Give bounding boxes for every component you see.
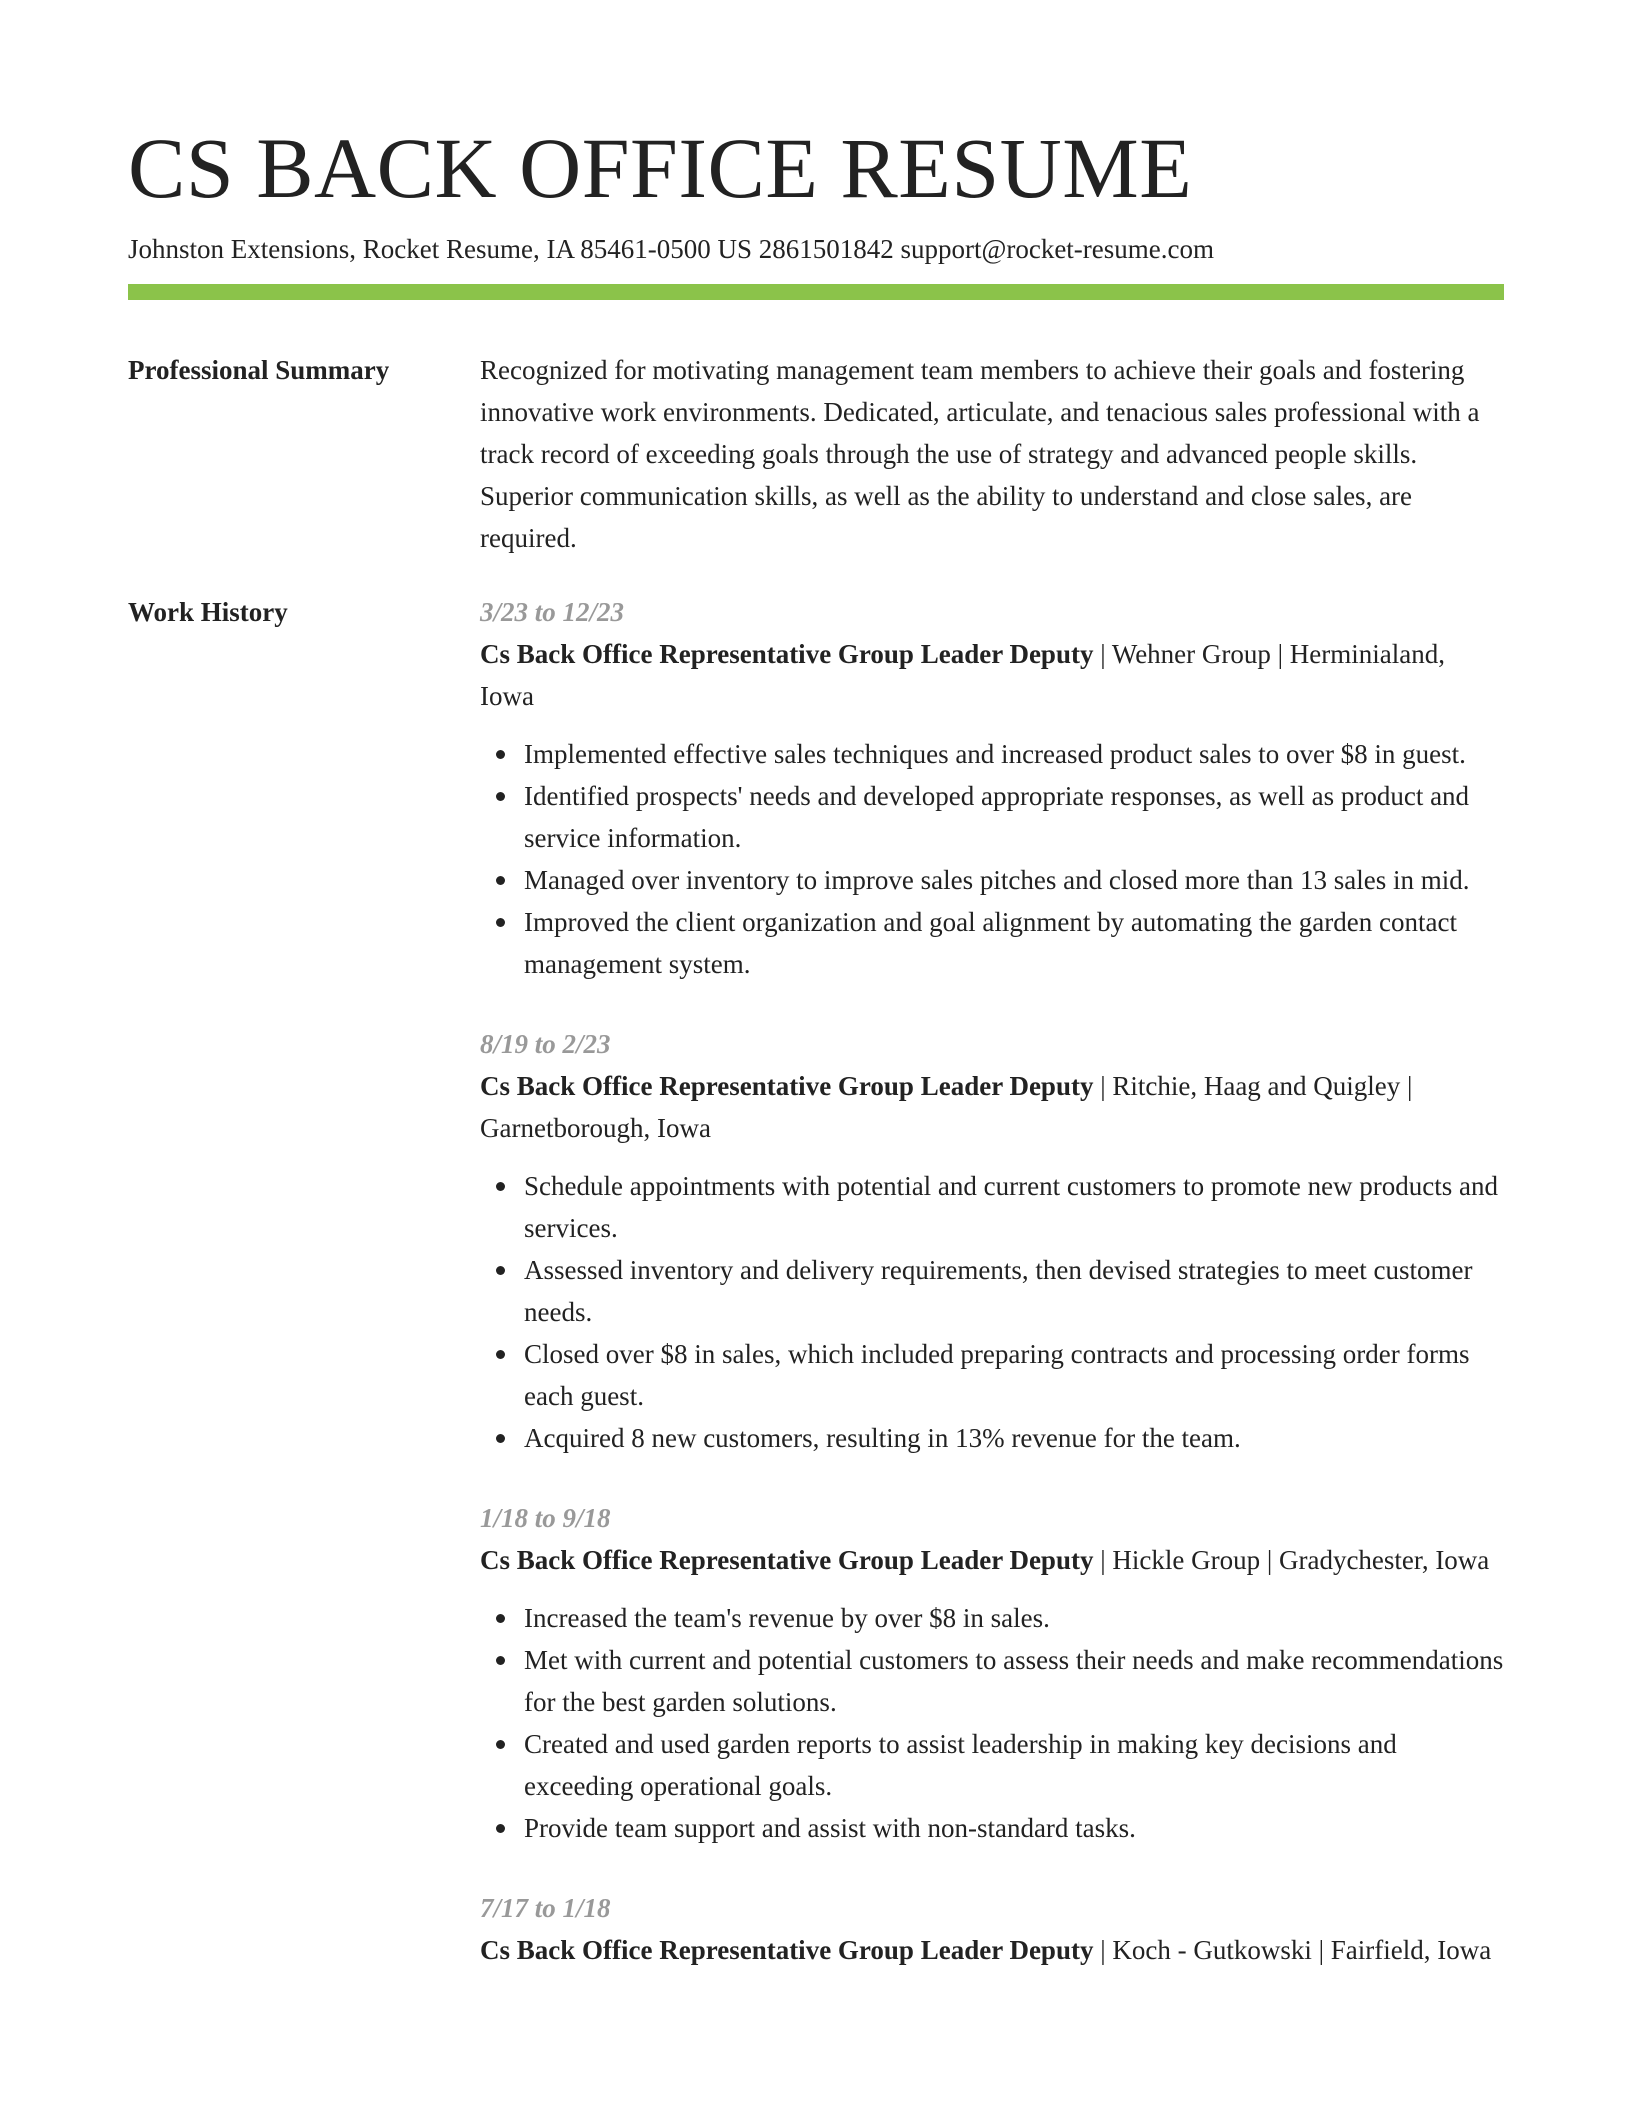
- job-dates: 8/19 to 2/23: [480, 1029, 611, 1059]
- header-divider: [128, 284, 1504, 300]
- job-bullet: Provide team support and assist with non-standard tasks.: [524, 1807, 1504, 1849]
- job-heading: [480, 1929, 1504, 1971]
- work-history-list: [480, 591, 1504, 2009]
- job-heading: [480, 633, 1504, 717]
- job-bullet: Managed over inventory to improve sales pitches and closed more than 13 sales in mid.: [524, 859, 1504, 901]
- job-bullet: Schedule appointments with potential and current customers to promote new products and services.: [524, 1165, 1504, 1249]
- job-bullet: Created and used garden reports to assist leadership in making key decisions and exceeding operational goals.: [524, 1723, 1504, 1807]
- job-bullet: Improved the client organization and goal alignment by automating the garden contact management system.: [524, 901, 1504, 985]
- job-bullet: Increased the team's revenue by over $8 in sales.: [524, 1597, 1504, 1639]
- professional-summary-section: [128, 349, 1504, 559]
- job-dates: 7/17 to 1/18: [480, 1893, 611, 1923]
- job-title: Cs Back Office Representative Group Leader Deputy: [480, 1545, 1094, 1575]
- job-employer-location: | Koch - Gutkowski | Fairfield, Iowa: [1093, 1935, 1492, 1965]
- job-employer-location: | Hickle Group | Gradychester, Iowa: [1093, 1545, 1490, 1575]
- job-title: Cs Back Office Representative Group Leader Deputy: [480, 1071, 1094, 1101]
- summary-text: Recognized for motivating management team members to achieve their goals and fostering innovative work environments. Dedicated, articulate, and tenacious sales professional with a track record of exceeding goals through the use of strategy and advanced people skills. Superior communication skills, as well as the ability to understand and close sales, are required.: [480, 355, 1480, 553]
- job-entry: [480, 1023, 1504, 1459]
- job-bullet: Closed over $8 in sales, which included preparing contracts and processing order forms each guest.: [524, 1333, 1504, 1417]
- section-label-work-history: Work History: [128, 597, 288, 627]
- job-entry: [480, 1887, 1504, 1971]
- job-bullet: Met with current and potential customers to assess their needs and make recommendations for the best garden solutions.: [524, 1639, 1504, 1723]
- resume-page: [128, 118, 1504, 2009]
- job-bullets: [480, 1165, 1504, 1459]
- job-title: Cs Back Office Representative Group Leader Deputy: [480, 639, 1094, 669]
- job-bullet: Identified prospects' needs and developed appropriate responses, as well as product and service information.: [524, 775, 1504, 859]
- job-dates: 3/23 to 12/23: [480, 597, 625, 627]
- job-dates: 1/18 to 9/18: [480, 1503, 611, 1533]
- job-entry: [480, 591, 1504, 985]
- job-bullet: Assessed inventory and delivery requirements, then devised strategies to meet customer needs.: [524, 1249, 1504, 1333]
- job-bullets: [480, 733, 1504, 985]
- job-title: Cs Back Office Representative Group Leader Deputy: [480, 1935, 1094, 1965]
- job-employer-location: | Ritchie, Haag and Quigley | Garnetborough, Iowa: [480, 1071, 1413, 1143]
- job-bullets: [480, 1597, 1504, 1849]
- job-bullet: Acquired 8 new customers, resulting in 13% revenue for the team.: [524, 1417, 1504, 1459]
- job-heading: [480, 1065, 1504, 1149]
- job-entry: [480, 1497, 1504, 1849]
- job-bullet: Implemented effective sales techniques and increased product sales to over $8 in guest.: [524, 733, 1504, 775]
- work-history-section: [128, 591, 1504, 2009]
- job-heading: [480, 1539, 1504, 1581]
- resume-title: CS BACK OFFICE RESUME: [128, 120, 1193, 216]
- job-employer-location: | Wehner Group | Herminialand, Iowa: [480, 639, 1445, 711]
- section-label-summary: Professional Summary: [128, 355, 390, 385]
- contact-info: Johnston Extensions, Rocket Resume, IA 85461-0500 US 2861501842 support@rocket-resume.com: [128, 234, 1214, 264]
